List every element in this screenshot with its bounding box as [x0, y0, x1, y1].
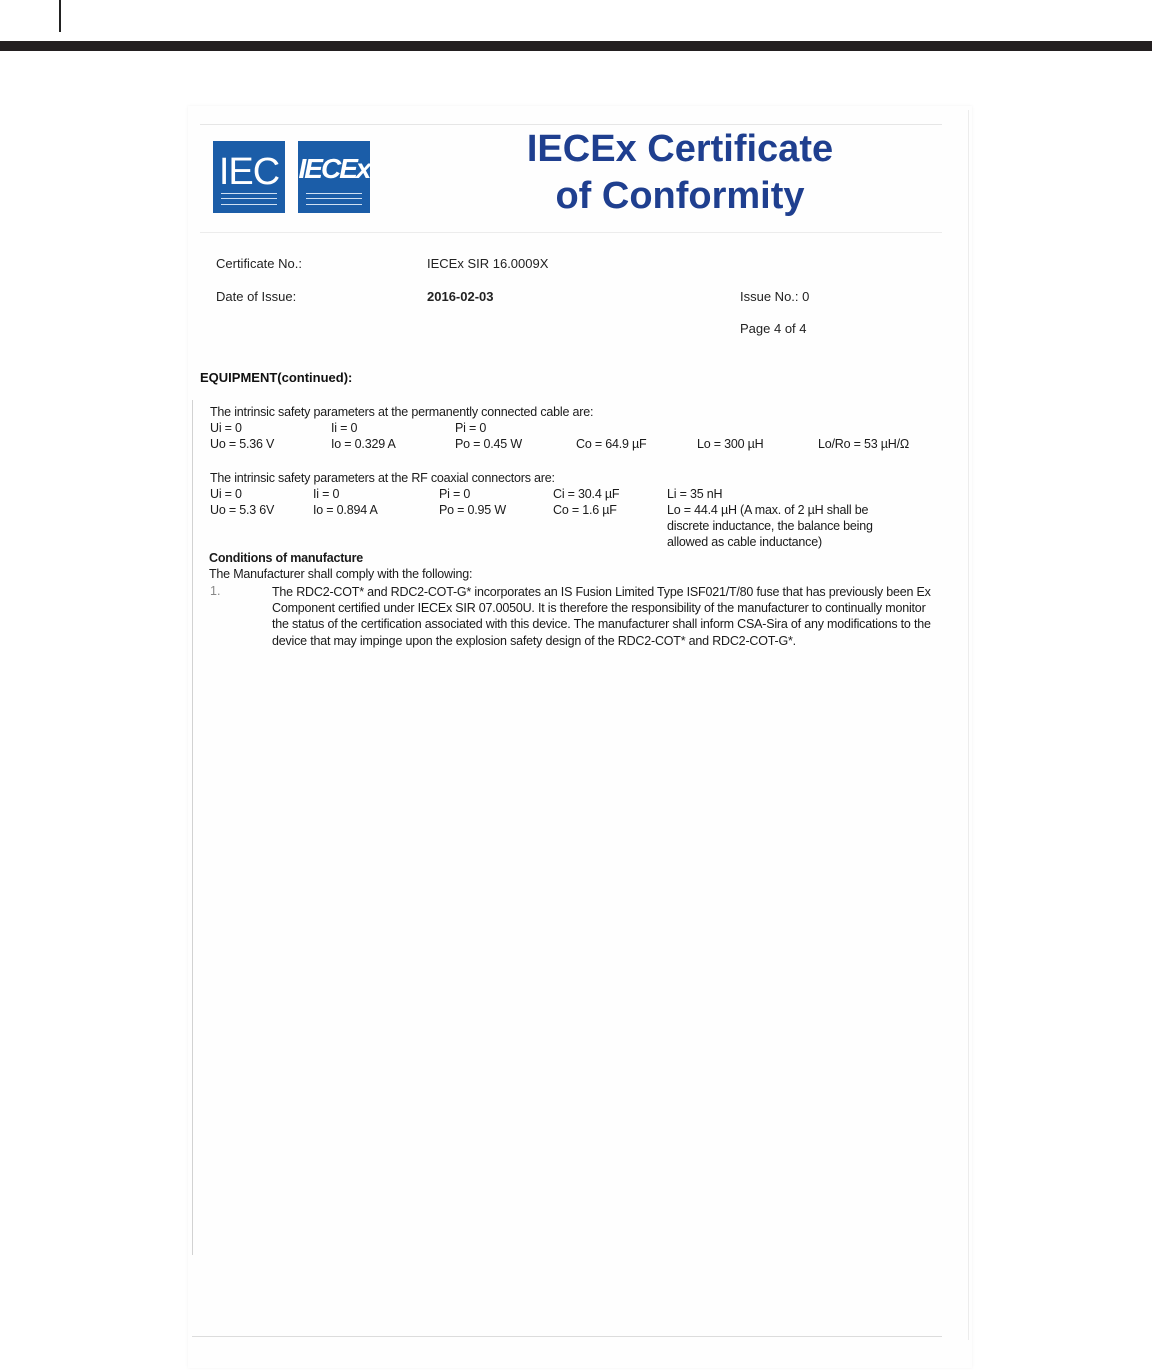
param-co: Co = 1.6 µF	[553, 503, 617, 517]
conditions-intro: The Manufacturer shall comply with the following:	[209, 567, 473, 581]
divider	[192, 1336, 942, 1337]
condition-text: The RDC2-COT* and RDC2-COT-G* incorporates an IS Fusion Limited Type ISF021/T/80 fuse that has previously been Ex Component certified under IECEx SIR 07.0050U. It is therefore the responsibility of the manufacturer to continually monitor the status of the certification associated with this device. The manufacturer shall inform CSA-Sira of any modifications to the device that may impinge upon the explosion safety design of the RDC2-COT* and RDC2-COT-G*.	[272, 585, 931, 648]
margin-tick	[59, 0, 61, 32]
iecex-logo	[298, 141, 370, 213]
param-ii: Ii = 0	[313, 487, 340, 501]
iecex-logo-text: IECEx	[298, 153, 370, 184]
issue-number: Issue No.: 0	[740, 289, 810, 304]
param-co: Co = 64.9 µF	[576, 437, 647, 451]
iec-logo	[213, 141, 285, 213]
param-uo: Uo = 5.3 6V	[210, 503, 275, 517]
cable-intro: The intrinsic safety parameters at the permanently connected cable are:	[210, 405, 594, 419]
rf-intro: The intrinsic safety parameters at the RF coaxial connectors are:	[210, 471, 555, 485]
cert-no-label: Certificate No.:	[216, 256, 302, 271]
param-ci: Ci = 30.4 µF	[553, 487, 620, 501]
param-lo-ro: Lo/Ro = 53 µH/Ω	[818, 437, 910, 451]
title-line-1: IECEx Certificate	[526, 128, 834, 170]
param-po: Po = 0.45 W	[455, 437, 522, 451]
section-title: EQUIPMENT(continued):	[200, 370, 353, 385]
param-pi: Pi = 0	[455, 421, 487, 435]
param-po: Po = 0.95 W	[439, 503, 506, 517]
divider	[200, 124, 942, 125]
certificate-title	[500, 126, 860, 220]
iec-logo-text: IEC	[218, 151, 280, 193]
logo-lines	[306, 193, 362, 205]
param-lo: Lo = 44.4 µH (A max. of 2 µH shall be	[667, 503, 869, 517]
param-uo: Uo = 5.36 V	[210, 437, 275, 451]
logo-lines	[221, 193, 277, 205]
param-lo-note: allowed as cable inductance)	[667, 535, 822, 549]
date-value: 2016-02-03	[427, 289, 494, 304]
param-io: Io = 0.894 A	[313, 503, 378, 517]
certificate-page	[188, 106, 972, 1368]
cert-no-value: IECEx SIR 16.0009X	[427, 256, 549, 271]
param-ui: Ui = 0	[210, 487, 242, 501]
param-lo-note: discrete inductance, the balance being	[667, 519, 873, 533]
param-pi: Pi = 0	[439, 487, 471, 501]
date-label: Date of Issue:	[216, 289, 297, 304]
page-number: Page 4 of 4	[740, 321, 807, 336]
divider	[200, 232, 942, 233]
conditions-title: Conditions of manufacture	[209, 551, 364, 565]
divider	[192, 400, 193, 1255]
divider	[968, 110, 969, 1340]
title-line-2: of Conformity	[555, 175, 805, 217]
condition-number: 1.	[210, 584, 221, 598]
param-io: Io = 0.329 A	[331, 437, 396, 451]
param-li: Li = 35 nH	[667, 487, 723, 501]
param-ui: Ui = 0	[210, 421, 242, 435]
header-bar	[0, 41, 1152, 51]
param-lo: Lo = 300 µH	[697, 437, 764, 451]
param-ii: Ii = 0	[331, 421, 358, 435]
